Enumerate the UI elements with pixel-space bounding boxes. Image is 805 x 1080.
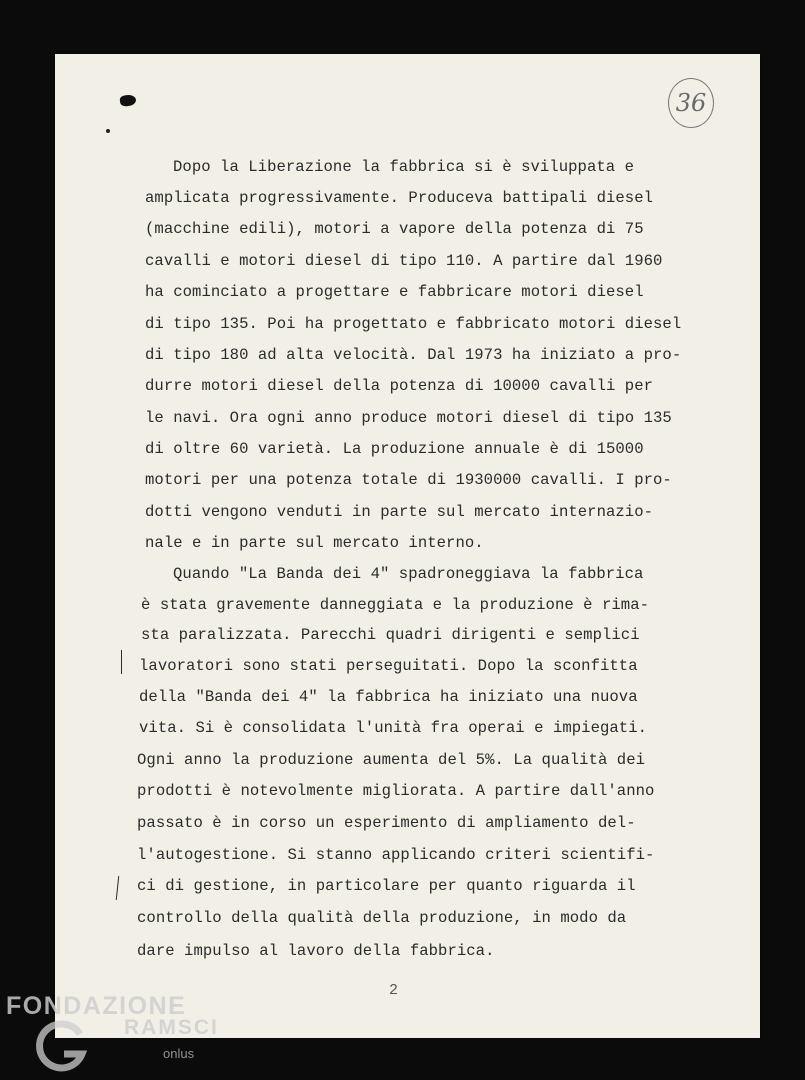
- text-line: Quando "La Banda dei 4" spadroneggiava la fabbrica: [173, 565, 644, 583]
- text-line: cavalli e motori diesel di tipo 110. A partire dal 1960: [145, 252, 663, 270]
- text-line: Ogni anno la produzione aumenta del 5%. La qualità dei: [137, 751, 646, 769]
- text-line: ha cominciato a progettare e fabbricare motori diesel: [145, 283, 644, 301]
- footer-page-number: 2: [389, 982, 399, 999]
- text-line: sta paralizzata. Parecchi quadri dirigenti e semplici: [141, 626, 640, 644]
- handwritten-page-marker: [668, 78, 714, 128]
- text-line: le navi. Ora ogni anno produce motori diesel di tipo 135: [145, 409, 672, 427]
- text-line: passato è in corso un esperimento di ampliamento del-: [137, 814, 636, 832]
- text-line: motori per una potenza totale di 1930000 cavalli. I pro-: [145, 471, 672, 489]
- text-line: amplicata progressivamente. Produceva battipali diesel: [145, 189, 654, 207]
- text-line: ci di gestione, in particolare per quanto riguarda il: [137, 877, 636, 895]
- watermark-sub: RAMSCI: [124, 1016, 219, 1039]
- text-line: dotti vengono venduti in parte sul mercato internazio-: [145, 503, 654, 521]
- text-line: di oltre 60 varietà. La produzione annuale è di 15000: [145, 440, 644, 458]
- text-line: (macchine edili), motori a vapore della potenza di 75: [145, 220, 644, 238]
- watermark-onlus: onlus: [163, 1046, 195, 1061]
- text-line: dare impulso al lavoro della fabbrica.: [137, 942, 495, 960]
- text-line: controllo della qualità della produzione, in modo da: [137, 909, 627, 927]
- text-line: vita. Si è consolidata l'unità fra operai e impiegati.: [139, 719, 648, 737]
- watermark-logo-icon: [30, 1018, 88, 1076]
- text-line: di tipo 135. Poi ha progettato e fabbricato motori diesel: [145, 315, 682, 333]
- margin-mark: [121, 650, 122, 674]
- text-line: è stata gravemente danneggiata e la produzione è rima-: [141, 596, 650, 614]
- page-marker-text: 36: [675, 89, 707, 117]
- text-line: Dopo la Liberazione la fabbrica si è sviluppata e: [173, 158, 634, 176]
- ink-dot: [106, 129, 110, 133]
- text-line: prodotti è notevolmente migliorata. A partire dall'anno: [137, 782, 655, 800]
- watermark-name: FONDAZIONE: [6, 992, 187, 1020]
- text-line: l'autogestione. Si stanno applicando criteri scientifi-: [137, 846, 655, 864]
- text-line: nale e in parte sul mercato interno.: [145, 534, 484, 552]
- text-line: durre motori diesel della potenza di 10000 cavalli per: [145, 377, 654, 395]
- text-line: della "Banda dei 4" la fabbrica ha iniziato una nuova: [139, 688, 638, 706]
- text-line: di tipo 180 ad alta velocità. Dal 1973 ha iniziato a pro-: [145, 346, 682, 364]
- text-line: lavoratori sono stati perseguitati. Dopo la sconfitta: [139, 657, 638, 675]
